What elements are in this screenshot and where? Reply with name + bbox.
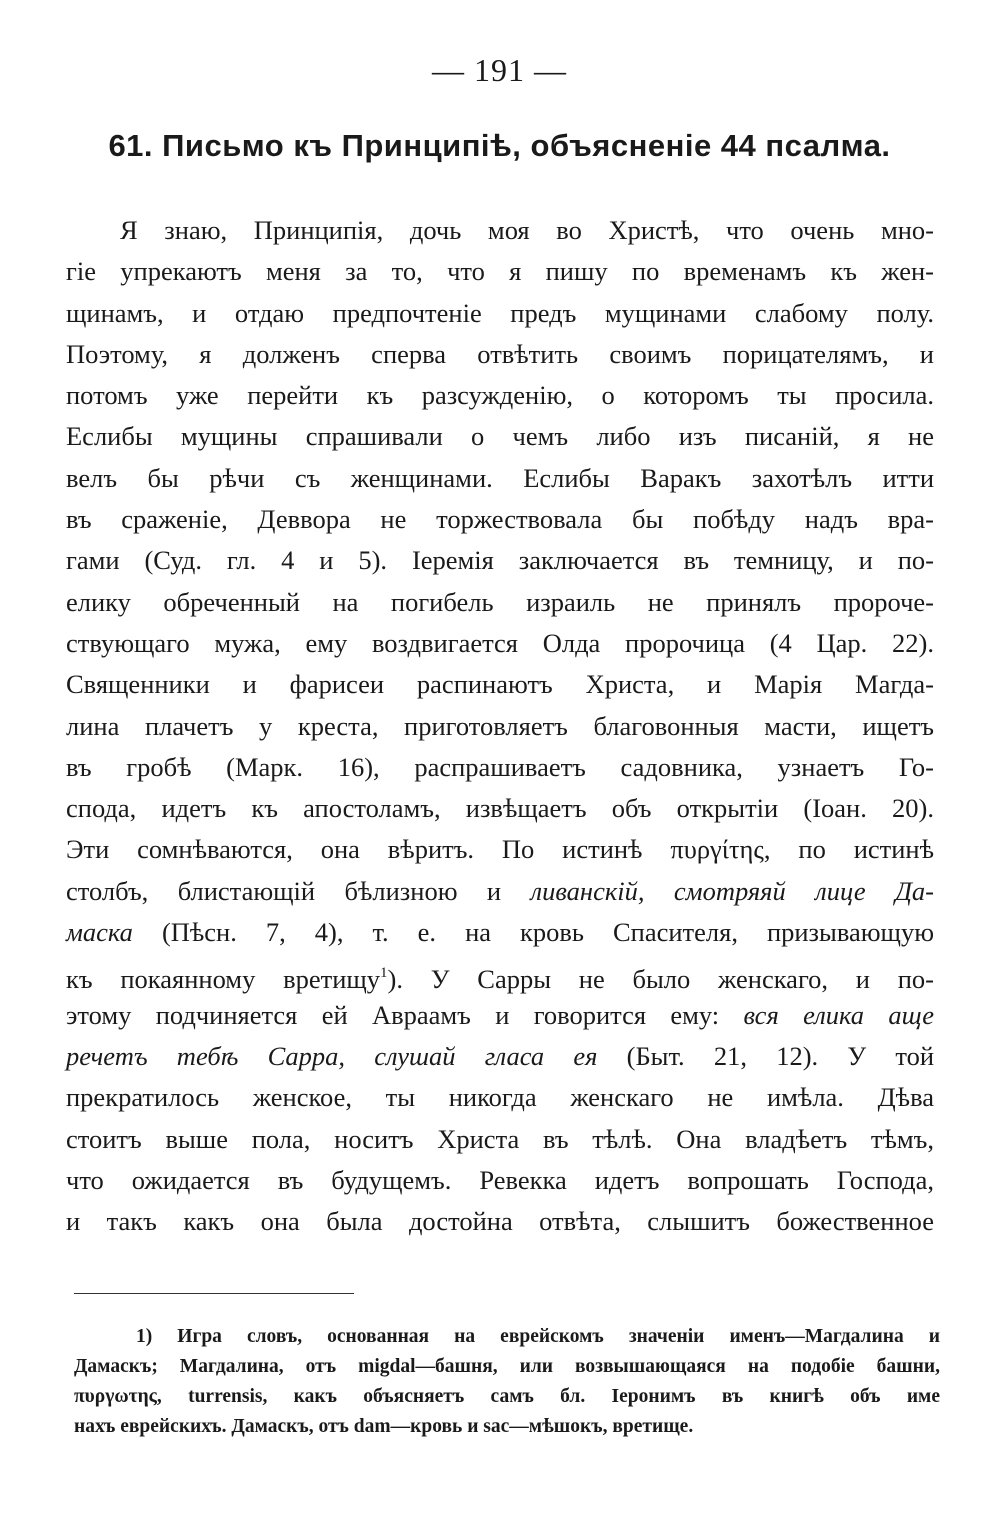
body-line: и такъ какъ она была достойна отвѣта, слышитъ божественное [66, 1206, 934, 1237]
italic-quote: речетъ тебѣ Сарра, слушай гласа ея [66, 1040, 598, 1071]
footnote [74, 1322, 940, 1442]
body-line [66, 1036, 934, 1077]
body-line: велъ бы рѣчи съ женщинами. Еслибы Варакъ захотѣлъ итти [66, 462, 934, 493]
body-line-text: . У Сарры не было женскаго, и по- [396, 964, 934, 995]
italic-quote: ливанскій, смотряяй лице Да- [530, 875, 934, 906]
body-line: въ сраженіе, Деввора не торжествовала бы побѣду надъ вра- [66, 504, 934, 535]
body-line [66, 912, 934, 953]
body-line: лина плачетъ у креста, приготовляетъ благовонныя масти, ищетъ [66, 710, 934, 741]
body-line: гами (Суд. гл. 4 и 5). Іеремія заключается въ темницу, и по- [66, 545, 934, 576]
body-line: Поэтому, я долженъ сперва отвѣтить своимъ порицателямъ, и [66, 338, 934, 369]
footnote-marker: 1 [380, 965, 388, 982]
body-line: гіе упрекаютъ меня за то, что я пишу по временамъ къ жен- [66, 256, 934, 287]
body-line-text: (Пѣсн. 7, 4), т. е. на кровь Спасителя, призывающую [161, 917, 935, 948]
body-line-text: къ покаянному вретищу [66, 964, 381, 995]
body-line: щинамъ, и отдаю предпочтеніе предъ мущинами слабому полу. [66, 297, 934, 328]
body-line-text: этому подчиняется ей Авраамъ и говорится ему: [66, 999, 720, 1030]
body-line: Еслибы мущины спрашивали о чемъ либо изъ писаній, я не [66, 421, 934, 452]
body-line: въ гробѣ (Марк. 16), распрашиваетъ садовника, узнаетъ Го- [66, 751, 934, 782]
body-line: елику обреченный на погибель израиль не принялъ пророче- [66, 586, 934, 617]
footnote-line: нахъ еврейскихъ. Дамаскъ, отъ dam—кровь и sac—мѣшокъ, вретище. [74, 1416, 694, 1437]
body-line: что ожидается въ будущемъ. Ревекка идетъ вопрошать Господа, [66, 1164, 934, 1195]
body-line: потомъ уже перейти къ разсужденію, о которомъ ты просила. [66, 380, 934, 411]
body-line: Священники и фарисеи распинаютъ Христа, и Марія Магда- [66, 669, 934, 700]
footnote-line: Дамаскъ; Магдалина, отъ migdal—башня, или возвышающаяся на подобіе башни, [74, 1356, 940, 1377]
footnote-line: πυργωτης, turrensis, какъ объясняетъ самъ бл. Іеронимъ въ книгѣ объ име [74, 1386, 940, 1407]
body-line-text: столбъ, блистающій бѣлизною и [66, 875, 502, 906]
chapter-heading: 61. Письмо къ Принципіѣ, объясненіе 44 псалма. [108, 128, 891, 163]
italic-quote: вся елика аще [743, 999, 935, 1030]
italic-quote: маска [66, 917, 133, 948]
body-line [66, 871, 934, 912]
body-line: Эти сомнѣваются, она вѣритъ. По истинѣ πυργίτης, по истинѣ [66, 834, 934, 865]
body-line [66, 995, 934, 1036]
body-line: прекратилось женское, ты никогда женскаго не имѣла. Дѣва [66, 1082, 934, 1113]
footnote-line: 1) Игра словъ, основанная на еврейскомъ значеніи именъ—Магдалина и [136, 1326, 940, 1347]
body-line: Я знаю, Принципія, дочь моя во Христѣ, что очень мно- [120, 215, 934, 245]
body-text [66, 210, 934, 1242]
footnote-divider [74, 1293, 354, 1294]
page-number: — 191 — [432, 52, 567, 88]
body-line: стоитъ выше пола, носитъ Христа въ тѣлѣ. Она владѣетъ тѣмъ, [66, 1123, 934, 1154]
body-line: къ покаянному вретищу$^1$). У Сарры не было женскаго, и по- [66, 964, 934, 995]
body-line: спода, идетъ къ апостоламъ, извѣщаетъ объ открытіи (Іоан. 20). [66, 793, 934, 824]
body-line-text: (Быт. 21, 12). У той [626, 1040, 934, 1071]
body-line: ствующаго мужа, ему воздвигается Олда пророчица (4 Цар. 22). [66, 627, 934, 658]
